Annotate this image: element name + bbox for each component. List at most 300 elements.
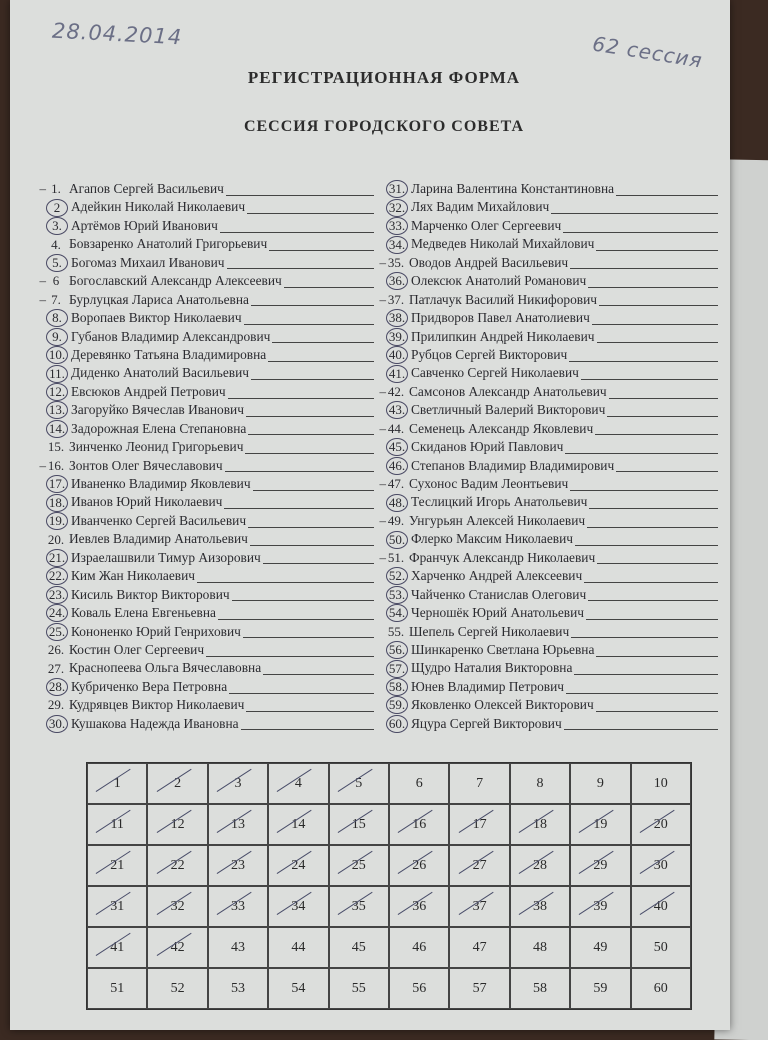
deputies-list-left — [39, 180, 382, 733]
signature-line — [607, 404, 718, 417]
grid-cell: 37 — [449, 886, 509, 927]
signature-line — [599, 293, 718, 306]
deputy-name: Олексюк Анатолий Романович — [411, 273, 587, 289]
grid-cell: 5 — [329, 763, 389, 804]
grid-cell: 3 — [208, 763, 268, 804]
deputy-name: Деревянко Татьяна Владимировна — [71, 346, 267, 362]
absent-dash-mark: – — [379, 291, 386, 307]
deputy-row — [46, 420, 382, 438]
deputy-number: 42. — [387, 384, 405, 400]
signature-line — [228, 386, 374, 399]
deputy-name: Юнев Владимир Петрович — [411, 678, 565, 694]
deputy-name: Прилипкин Андрей Николаевич — [411, 328, 595, 344]
deputy-number: 56. — [386, 641, 408, 659]
deputy-row — [379, 383, 726, 401]
signature-line — [574, 662, 718, 675]
deputy-number: 36. — [386, 272, 408, 290]
deputy-row — [386, 715, 726, 733]
deputy-row — [386, 530, 726, 548]
deputy-number: 22. — [46, 567, 68, 585]
deputy-number: 48. — [386, 494, 408, 512]
absent-dash-mark: – — [379, 254, 386, 270]
signature-line — [569, 349, 718, 362]
grid-cell: 32 — [147, 886, 207, 927]
deputies-list-right — [379, 180, 726, 733]
deputy-name: Задорожная Елена Степановна — [71, 420, 247, 436]
signature-line — [251, 367, 374, 380]
signature-line — [232, 588, 374, 601]
deputy-row — [46, 475, 382, 493]
deputy-name: Оводов Андрей Васильевич — [409, 254, 569, 270]
deputy-row — [386, 272, 726, 290]
grid-cell: 42 — [147, 927, 207, 968]
deputy-number: 6 — [52, 273, 60, 289]
deputy-name: Унгурьян Алексей Николаевич — [409, 512, 586, 528]
deputy-name: Губанов Владимир Александрович — [71, 328, 271, 344]
grid-cell: 29 — [570, 845, 630, 886]
deputy-row — [386, 678, 726, 696]
grid-cell: 25 — [329, 845, 389, 886]
signature-line — [586, 607, 718, 620]
deputy-number: 27. — [47, 660, 65, 676]
deputy-row — [386, 493, 726, 511]
grid-cell: 12 — [147, 804, 207, 845]
deputy-row — [386, 180, 726, 198]
absent-dash-mark: – — [39, 291, 46, 307]
signature-line — [248, 515, 374, 528]
signature-line — [563, 220, 718, 233]
deputy-number: 59. — [386, 696, 408, 714]
grid-cell: 23 — [208, 845, 268, 886]
deputy-number: 17. — [46, 475, 68, 493]
deputy-row — [46, 328, 382, 346]
absent-dash-mark: – — [379, 512, 386, 528]
signature-line — [227, 256, 374, 269]
grid-cell: 19 — [570, 804, 630, 845]
deputy-number: 8. — [46, 309, 68, 327]
deputy-name: Краснопеева Ольга Вячеславовна — [69, 660, 262, 676]
deputy-row — [46, 604, 382, 622]
deputy-name: Воропаев Виктор Николаевич — [71, 310, 242, 326]
signature-line — [245, 441, 374, 454]
grid-cell: 34 — [268, 886, 328, 927]
deputy-number: 4. — [51, 236, 61, 252]
form-subtitle: СЕССИЯ ГОРОДСКОГО СОВЕТА — [243, 118, 525, 135]
deputy-name: Флерко Максим Николаевич — [411, 531, 574, 547]
signature-line — [597, 330, 718, 343]
signature-line — [609, 386, 718, 399]
deputy-name: Рубцов Сергей Викторович — [411, 346, 568, 362]
deputy-row — [386, 198, 726, 216]
form-title: РЕГИСТРАЦИОННАЯ ФОРМА — [247, 68, 521, 87]
signature-line — [272, 330, 374, 343]
grid-cell: 9 — [570, 763, 630, 804]
handwritten-date: 28.04.2014 — [51, 18, 183, 50]
deputy-number: 29. — [47, 697, 65, 713]
deputy-row — [46, 586, 382, 604]
grid-cell: 45 — [329, 927, 389, 968]
signature-line — [589, 496, 718, 509]
deputy-name: Степанов Владимир Владимирович — [411, 457, 615, 473]
deputy-row — [386, 328, 726, 346]
grid-cell: 50 — [631, 927, 691, 968]
grid-cell: 26 — [389, 845, 449, 886]
deputy-name: Медведев Николай Михайлович — [411, 236, 595, 252]
deputy-row — [46, 235, 382, 253]
deputy-row — [379, 549, 726, 567]
grid-cell: 6 — [389, 763, 449, 804]
deputy-row — [379, 291, 726, 309]
deputy-number: 34. — [386, 236, 408, 254]
grid-cell: 53 — [208, 968, 268, 1009]
deputy-row — [386, 604, 726, 622]
deputy-row — [386, 457, 726, 475]
deputy-row — [46, 659, 382, 677]
deputy-name: Лях Вадим Михайлович — [411, 199, 550, 215]
signature-line — [588, 588, 718, 601]
deputy-name: Кононенко Юрий Генрихович — [71, 623, 241, 639]
grid-cell: 24 — [268, 845, 328, 886]
deputy-row — [386, 217, 726, 235]
grid-cell: 56 — [389, 968, 449, 1009]
signature-line — [584, 570, 718, 583]
deputy-name: Зонтов Олег Вячеславович — [69, 457, 223, 473]
deputy-number: 32. — [386, 199, 408, 217]
grid-cell: 1 — [87, 763, 147, 804]
signature-line — [243, 625, 374, 638]
deputy-number: 21. — [46, 549, 68, 567]
deputy-row — [39, 457, 382, 475]
deputy-name: Марченко Олег Сергеевич — [411, 217, 562, 233]
deputy-name: Яковленко Олексей Викторович — [411, 697, 594, 713]
deputy-row — [379, 512, 726, 530]
grid-cell: 33 — [208, 886, 268, 927]
signature-line — [616, 183, 718, 196]
signature-line — [597, 551, 718, 564]
deputy-number: 46. — [386, 457, 408, 475]
grid-cell: 21 — [87, 845, 147, 886]
absent-dash-mark: – — [39, 181, 46, 196]
grid-cell: 52 — [147, 968, 207, 1009]
grid-cell: 10 — [631, 763, 691, 804]
deputy-number: 38. — [386, 309, 408, 327]
grid-cell: 60 — [631, 968, 691, 1009]
signature-line — [566, 681, 718, 694]
deputy-number: 18. — [46, 494, 68, 512]
attendance-grid — [86, 762, 692, 1010]
deputy-name: Костин Олег Сергеевич — [69, 641, 205, 657]
signature-line — [253, 478, 374, 491]
signature-line — [241, 717, 374, 730]
signature-line — [220, 220, 374, 233]
deputy-number: 30. — [46, 715, 68, 733]
deputy-number: 28. — [46, 678, 68, 696]
deputy-name: Бурлуцкая Лариса Анатольевна — [69, 291, 249, 307]
deputy-name: Бовзаренко Анатолий Григорьевич — [69, 236, 268, 252]
signature-line — [248, 422, 374, 435]
absent-dash-mark: – — [379, 420, 386, 436]
deputy-number: 37. — [387, 291, 405, 307]
deputy-number: 25. — [46, 623, 68, 641]
deputy-name: Артёмов Юрий Иванович — [71, 217, 218, 233]
grid-cell: 39 — [570, 886, 630, 927]
deputy-name: Чайченко Станислав Олегович — [411, 586, 587, 602]
grid-cell: 17 — [449, 804, 509, 845]
deputy-name: Евсюков Андрей Петрович — [71, 383, 226, 399]
deputy-name: Иваненко Владимир Яковлевич — [71, 476, 251, 491]
deputy-number: 1. — [51, 181, 61, 197]
deputy-row — [379, 475, 726, 493]
deputy-number: 45. — [386, 438, 408, 456]
grid-cell: 48 — [510, 927, 570, 968]
deputy-number: 33. — [386, 217, 408, 235]
signature-line — [268, 349, 374, 362]
deputy-name: Харченко Андрей Алексеевич — [411, 568, 583, 584]
deputy-row — [46, 438, 382, 456]
deputy-number: 20. — [47, 531, 65, 547]
deputy-name: Кисиль Виктор Викторович — [71, 586, 230, 602]
deputy-number: 41. — [386, 365, 408, 383]
signature-line — [551, 201, 718, 214]
deputy-number: 16. — [47, 457, 65, 473]
grid-cell: 16 — [389, 804, 449, 845]
deputy-row — [46, 623, 382, 641]
deputy-row — [386, 567, 726, 585]
signature-line — [595, 422, 718, 435]
deputy-row — [46, 715, 382, 733]
deputy-name: Загоруйко Вячеслав Иванович — [71, 402, 244, 418]
grid-cell: 44 — [268, 927, 328, 968]
signature-line — [596, 238, 718, 251]
deputy-name: Ларина Валентина Константиновна — [411, 181, 615, 196]
deputy-row — [386, 696, 726, 714]
deputy-name: Ким Жан Николаевич — [71, 568, 196, 584]
deputy-number: 19. — [46, 512, 68, 530]
deputy-row — [379, 254, 726, 272]
signature-line — [246, 404, 374, 417]
absent-dash-mark: – — [379, 383, 386, 399]
signature-line — [575, 533, 718, 546]
deputy-number: 15. — [47, 439, 65, 455]
signature-line — [616, 459, 718, 472]
deputy-number: 43. — [386, 401, 408, 419]
absent-dash-mark: – — [39, 457, 46, 473]
deputy-name: Адейкин Николай Николаевич — [71, 199, 246, 215]
deputy-name: Франчук Александр Николаевич — [409, 549, 596, 565]
deputy-number: 55. — [387, 623, 405, 639]
deputy-number: 31. — [386, 180, 408, 198]
signature-line — [570, 478, 718, 491]
deputy-number: 53. — [386, 586, 408, 604]
deputy-row — [46, 198, 382, 216]
deputy-number: 44. — [387, 420, 405, 436]
deputy-name: Яцура Сергей Викторович — [411, 715, 562, 731]
deputy-row — [46, 383, 382, 401]
deputy-row — [46, 364, 382, 382]
signature-line — [564, 717, 718, 730]
deputy-name: Израелашвили Тимур Аизорович — [71, 549, 261, 565]
signature-line — [218, 607, 374, 620]
deputy-row — [386, 623, 726, 641]
deputy-number: 2 — [46, 199, 68, 217]
signature-line — [596, 644, 718, 657]
deputy-number: 9. — [46, 328, 68, 346]
grid-cell: 36 — [389, 886, 449, 927]
deputy-number: 35. — [387, 254, 405, 270]
grid-cell: 28 — [510, 845, 570, 886]
deputy-number: 13. — [46, 401, 68, 419]
signature-line — [284, 275, 374, 288]
deputy-number: 60. — [386, 715, 408, 733]
deputy-name: Коваль Елена Евгеньевна — [71, 605, 216, 621]
deputy-name: Черношёк Юрий Анатольевич — [411, 605, 585, 621]
deputy-row — [46, 254, 382, 272]
grid-cell: 2 — [147, 763, 207, 804]
deputy-number: 49. — [387, 513, 405, 529]
signature-line — [224, 496, 374, 509]
deputy-row — [46, 678, 382, 696]
absent-dash-mark: – — [379, 549, 386, 565]
grid-cell: 18 — [510, 804, 570, 845]
deputy-name: Диденко Анатолий Васильевич — [71, 365, 250, 381]
grid-cell: 41 — [87, 927, 147, 968]
grid-cell: 27 — [449, 845, 509, 886]
grid-cell: 13 — [208, 804, 268, 845]
deputy-number: 7. — [51, 291, 61, 307]
grid-cell: 59 — [570, 968, 630, 1009]
deputy-name: Светличный Валерий Викторович — [411, 402, 606, 418]
grid-cell: 4 — [268, 763, 328, 804]
deputy-name: Придворов Павел Анатолиевич — [411, 310, 590, 326]
grid-cell: 46 — [389, 927, 449, 968]
deputy-number: 39. — [386, 328, 408, 346]
deputy-number: 47. — [387, 476, 405, 492]
grid-cell: 8 — [510, 763, 570, 804]
deputy-name: Иевлев Владимир Анатольевич — [69, 531, 248, 547]
signature-line — [588, 275, 718, 288]
signature-line — [197, 570, 374, 583]
deputy-row — [46, 567, 382, 585]
deputy-row — [39, 180, 382, 198]
grid-cell: 40 — [631, 886, 691, 927]
deputy-row — [46, 493, 382, 511]
signature-line — [251, 293, 374, 306]
deputy-name: Щудро Наталия Викторовна — [411, 660, 573, 676]
deputy-name: Семенець Александр Яковлевич — [409, 420, 594, 436]
deputy-name: Кубриченко Вера Петровна — [71, 678, 228, 694]
signature-line — [225, 459, 374, 472]
deputy-number: 58. — [386, 678, 408, 696]
grid-cell: 35 — [329, 886, 389, 927]
deputy-number: 24. — [46, 604, 68, 622]
deputy-row — [46, 401, 382, 419]
deputy-name: Сухонос Вадим Леонтьевич — [409, 476, 569, 491]
deputy-name: Богославский Александр Алексеевич — [69, 273, 282, 289]
grid-cell: 20 — [631, 804, 691, 845]
grid-cell: 55 — [329, 968, 389, 1009]
deputy-name: Савченко Сергей Николаевич — [411, 365, 579, 381]
deputy-number: 50. — [386, 531, 408, 549]
deputy-name: Иванченко Сергей Васильевич — [71, 512, 247, 528]
deputy-row — [46, 309, 382, 327]
deputy-name: Патлачук Василий Никифорович — [409, 291, 597, 307]
deputy-name: Шинкаренко Светлана Юрьевна — [411, 641, 595, 657]
signature-line — [226, 183, 374, 196]
deputy-name: Агапов Сергей Васильевич — [69, 181, 224, 196]
signature-line — [263, 551, 374, 564]
deputy-number: 14. — [46, 420, 68, 438]
deputy-row — [386, 586, 726, 604]
deputy-row — [386, 438, 726, 456]
deputy-row — [386, 641, 726, 659]
deputy-name: Богомаз Михаил Иванович — [71, 254, 225, 270]
deputy-name: Шепель Сергей Николаевич — [409, 623, 570, 639]
signature-line — [250, 533, 374, 546]
deputy-number: 51. — [387, 549, 405, 565]
deputy-number: 3. — [46, 217, 68, 235]
deputy-row — [386, 235, 726, 253]
signature-line — [565, 441, 718, 454]
deputy-row — [46, 530, 382, 548]
deputy-row — [46, 696, 382, 714]
deputy-number: 12. — [46, 383, 68, 401]
grid-cell: 49 — [570, 927, 630, 968]
grid-cell: 58 — [510, 968, 570, 1009]
grid-cell: 11 — [87, 804, 147, 845]
deputy-row — [46, 549, 382, 567]
deputy-number: 23. — [46, 586, 68, 604]
signature-line — [263, 662, 374, 675]
deputy-number: 54. — [386, 604, 408, 622]
absent-dash-mark: – — [39, 273, 46, 289]
deputy-name: Иванов Юрий Николаевич — [71, 494, 223, 510]
grid-cell: 31 — [87, 886, 147, 927]
deputy-row — [386, 309, 726, 327]
grid-cell: 47 — [449, 927, 509, 968]
deputy-number: 10. — [46, 346, 68, 364]
signature-line — [570, 256, 718, 269]
signature-line — [247, 201, 374, 214]
deputy-name: Кушакова Надежда Ивановна — [71, 715, 239, 731]
deputy-name: Скиданов Юрий Павлович — [411, 439, 564, 455]
deputy-row — [46, 346, 382, 364]
deputy-row — [386, 364, 726, 382]
deputy-row — [39, 272, 382, 290]
signature-line — [581, 367, 718, 380]
grid-cell: 43 — [208, 927, 268, 968]
absent-dash-mark: – — [379, 476, 386, 491]
signature-line — [587, 515, 718, 528]
grid-cell: 14 — [268, 804, 328, 845]
deputy-row — [46, 512, 382, 530]
signature-line — [592, 312, 718, 325]
deputy-row — [386, 401, 726, 419]
deputy-row — [379, 420, 726, 438]
deputy-row — [39, 291, 382, 309]
deputy-number: 11. — [46, 365, 68, 383]
grid-cell: 38 — [510, 886, 570, 927]
deputy-number: 40. — [386, 346, 408, 364]
signature-line — [571, 625, 718, 638]
deputy-number: 57. — [386, 660, 408, 678]
deputy-name: Теслицкий Игорь Анатольевич — [411, 494, 588, 510]
grid-cell: 15 — [329, 804, 389, 845]
grid-cell: 54 — [268, 968, 328, 1009]
deputy-number: 5. — [46, 254, 68, 272]
grid-cell: 51 — [87, 968, 147, 1009]
deputy-name: Кудрявцев Виктор Николаевич — [69, 697, 245, 713]
signature-line — [246, 699, 374, 712]
